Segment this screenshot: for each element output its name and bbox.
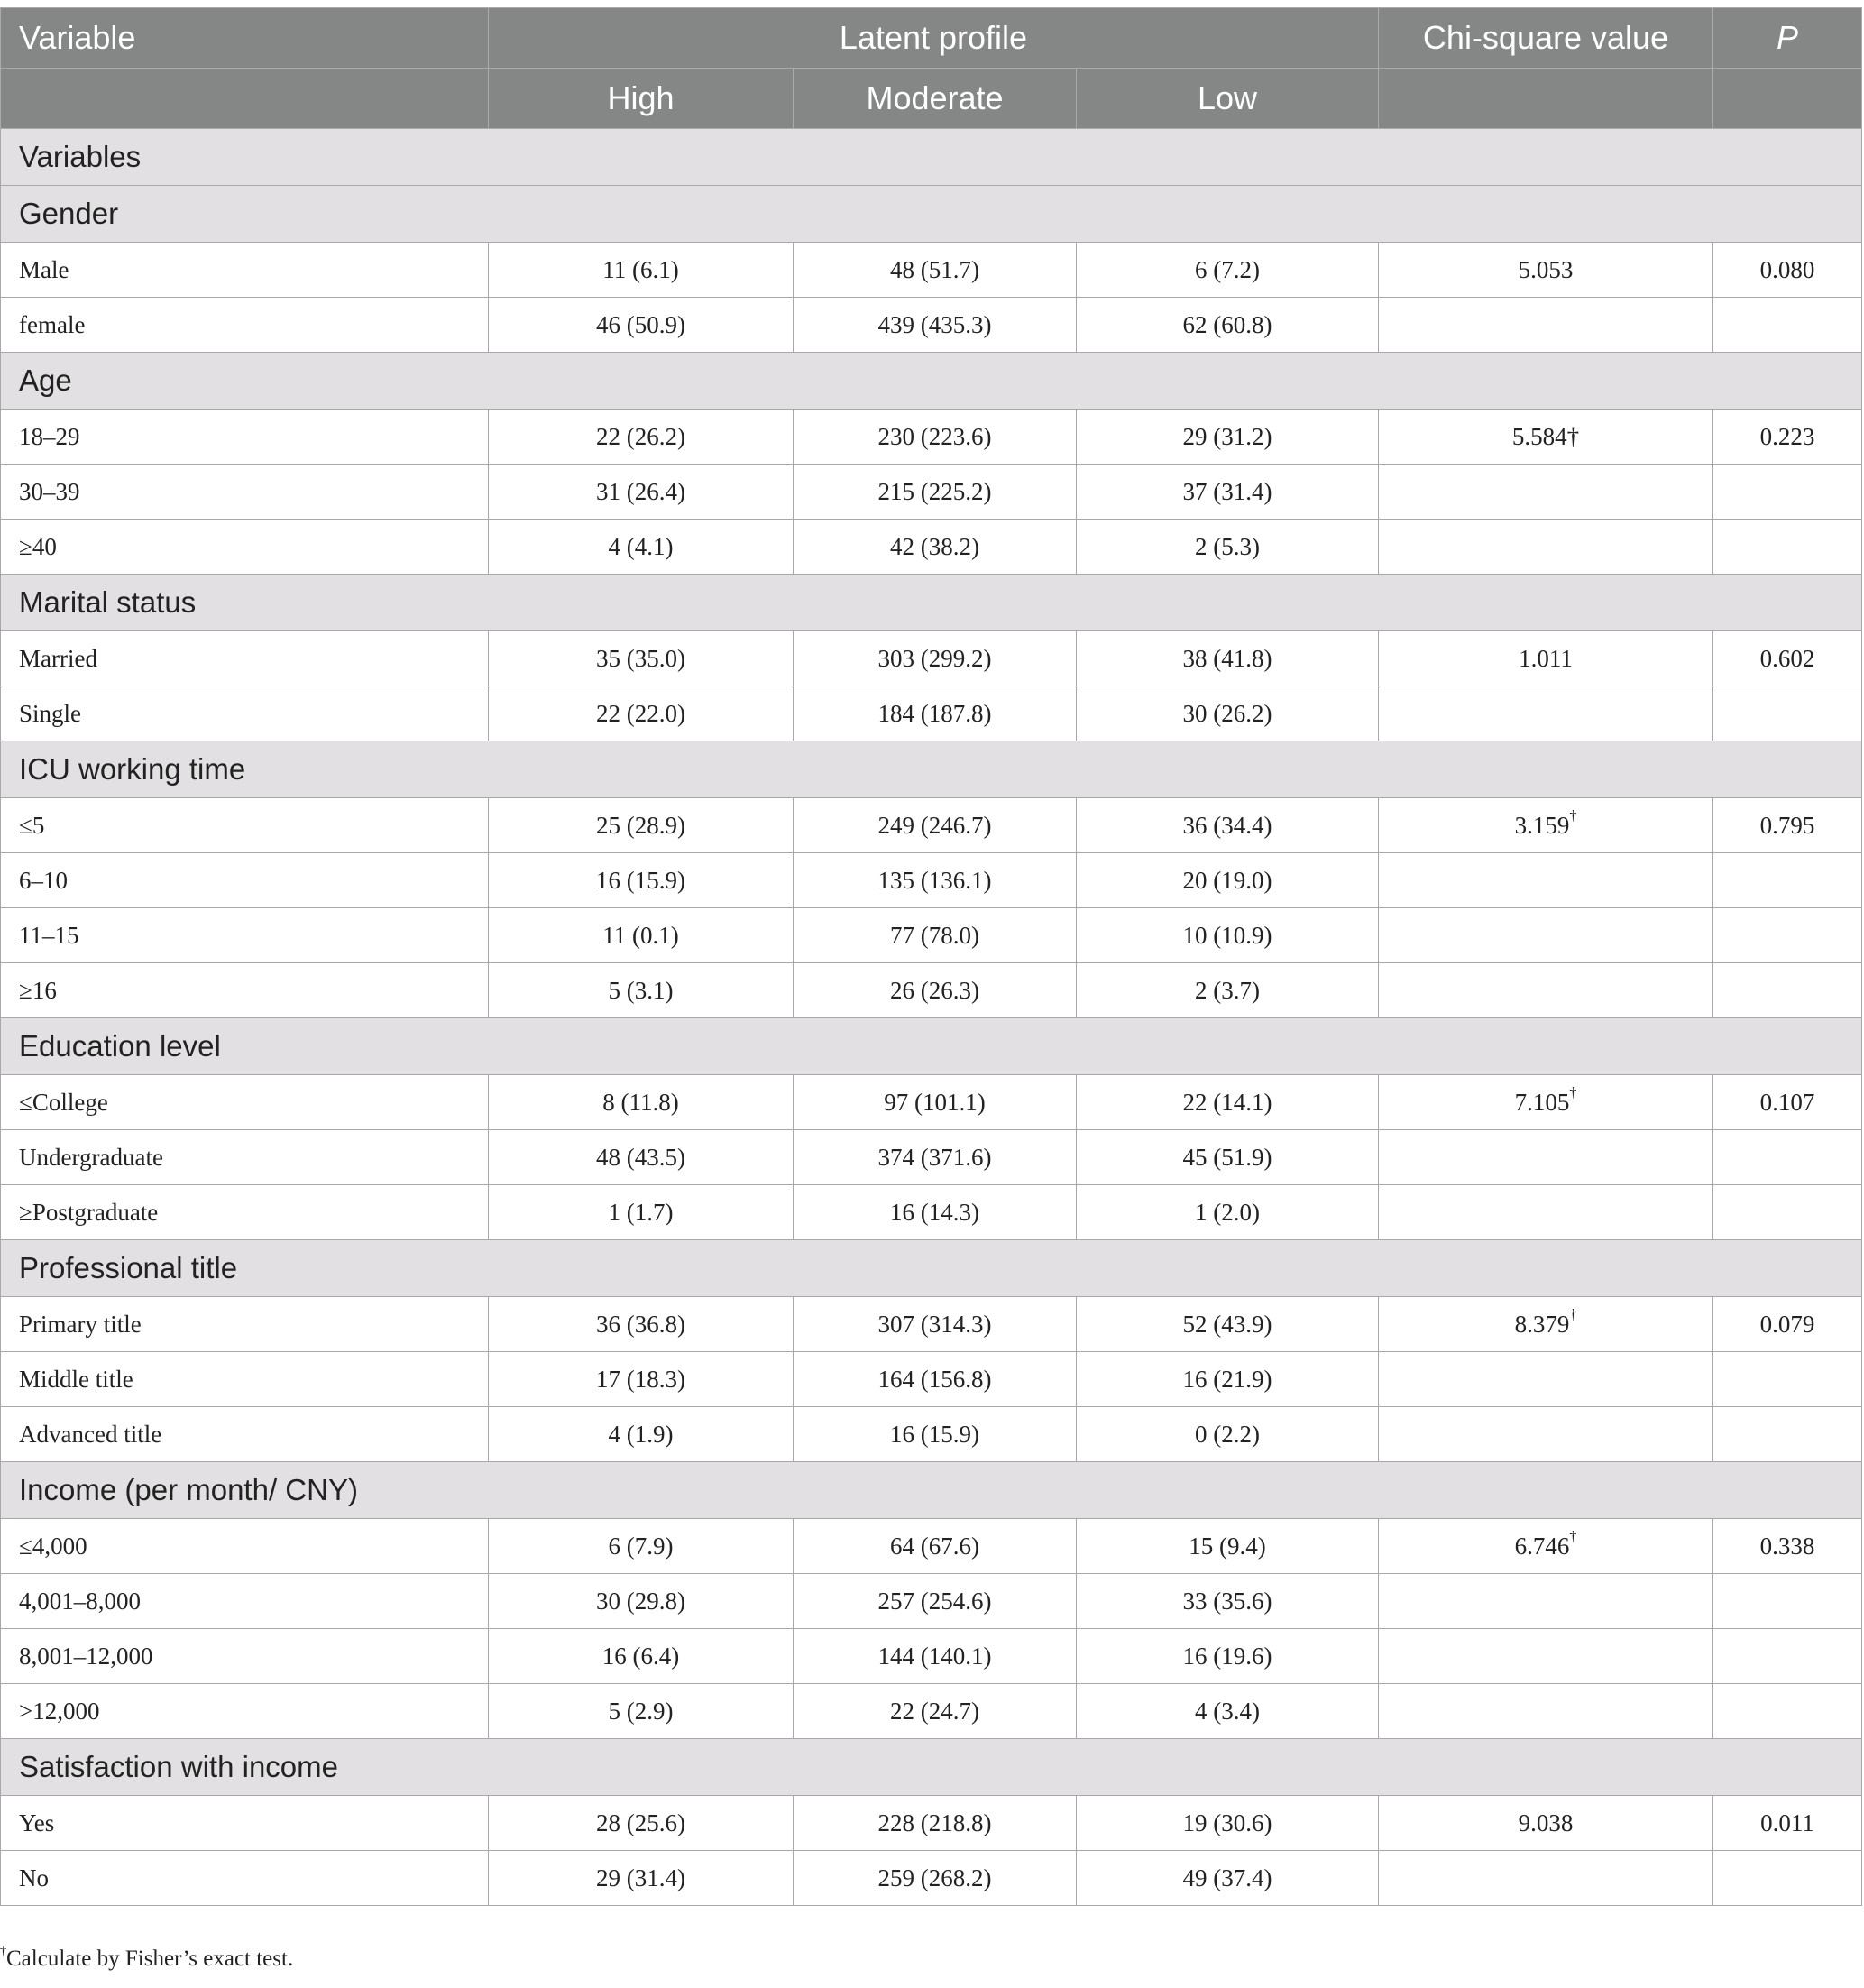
cell-high: 36 (36.8) xyxy=(489,1297,794,1352)
row-label: ≥16 xyxy=(1,963,489,1018)
cell-high: 35 (35.0) xyxy=(489,631,794,686)
cell-p xyxy=(1713,908,1862,963)
section-row xyxy=(1,186,1862,243)
cell-low: 37 (31.4) xyxy=(1077,465,1379,520)
table-row xyxy=(1,853,1862,908)
cell-p xyxy=(1713,1185,1862,1240)
cell-moderate: 26 (26.3) xyxy=(794,963,1077,1018)
table-row xyxy=(1,1075,1862,1130)
row-label: 18–29 xyxy=(1,410,489,465)
table-container xyxy=(0,7,1861,1906)
row-label: ≤College xyxy=(1,1075,489,1130)
cell-low: 45 (51.9) xyxy=(1077,1130,1379,1185)
row-label: Married xyxy=(1,631,489,686)
header-moderate: Moderate xyxy=(794,69,1077,129)
chi-footnote-mark: † xyxy=(1569,807,1577,824)
cell-moderate: 22 (24.7) xyxy=(794,1684,1077,1739)
cell-low: 2 (5.3) xyxy=(1077,520,1379,575)
section-row xyxy=(1,353,1862,410)
footnote-mark: † xyxy=(0,1945,6,1958)
section-title: Gender xyxy=(1,186,1862,243)
cell-chi-square xyxy=(1379,1130,1713,1185)
cell-moderate: 215 (225.2) xyxy=(794,465,1077,520)
cell-moderate: 439 (435.3) xyxy=(794,298,1077,353)
cell-chi-square xyxy=(1379,1352,1713,1407)
cell-high: 11 (0.1) xyxy=(489,908,794,963)
cell-chi-square xyxy=(1379,298,1713,353)
chi-value: 1.011 xyxy=(1519,644,1573,672)
cell-p: 0.338 xyxy=(1713,1519,1862,1574)
cell-p: 0.602 xyxy=(1713,631,1862,686)
table-row xyxy=(1,298,1862,353)
chi-value: 9.038 xyxy=(1518,1809,1574,1836)
cell-high: 22 (26.2) xyxy=(489,410,794,465)
cell-p: 0.223 xyxy=(1713,410,1862,465)
header-row-1 xyxy=(1,8,1862,69)
cell-moderate: 184 (187.8) xyxy=(794,686,1077,741)
cell-low: 1 (2.0) xyxy=(1077,1185,1379,1240)
cell-chi-square xyxy=(1379,1851,1713,1906)
cell-moderate: 249 (246.7) xyxy=(794,798,1077,853)
header-high: High xyxy=(489,69,794,129)
row-label: ≤4,000 xyxy=(1,1519,489,1574)
cell-p: 0.107 xyxy=(1713,1075,1862,1130)
cell-moderate: 230 (223.6) xyxy=(794,410,1077,465)
row-label: 4,001–8,000 xyxy=(1,1574,489,1629)
cell-moderate: 257 (254.6) xyxy=(794,1574,1077,1629)
section-title: Age xyxy=(1,353,1862,410)
cell-p: 0.795 xyxy=(1713,798,1862,853)
cell-moderate: 164 (156.8) xyxy=(794,1352,1077,1407)
section-title: Income (per month/ CNY) xyxy=(1,1462,1862,1519)
cell-p xyxy=(1713,1130,1862,1185)
table-row xyxy=(1,243,1862,298)
row-label: No xyxy=(1,1851,489,1906)
cell-high: 31 (26.4) xyxy=(489,465,794,520)
cell-p: 0.079 xyxy=(1713,1297,1862,1352)
cell-low: 4 (3.4) xyxy=(1077,1684,1379,1739)
row-label: Single xyxy=(1,686,489,741)
cell-chi-square xyxy=(1379,908,1713,963)
cell-low: 16 (19.6) xyxy=(1077,1629,1379,1684)
table-row xyxy=(1,631,1862,686)
footnote-text: Calculate by Fisher’s exact test. xyxy=(6,1947,294,1971)
table-row xyxy=(1,465,1862,520)
chi-footnote-mark: † xyxy=(1569,1528,1577,1544)
cell-low: 15 (9.4) xyxy=(1077,1519,1379,1574)
table-row xyxy=(1,1297,1862,1352)
chi-value: 3.159 xyxy=(1514,811,1570,839)
header-p: P xyxy=(1713,8,1862,69)
row-label: ≥40 xyxy=(1,520,489,575)
cell-high: 17 (18.3) xyxy=(489,1352,794,1407)
chi-footnote-mark: † xyxy=(1569,1084,1577,1100)
cell-moderate: 42 (38.2) xyxy=(794,520,1077,575)
cell-low: 30 (26.2) xyxy=(1077,686,1379,741)
cell-high: 5 (3.1) xyxy=(489,963,794,1018)
cell-high: 25 (28.9) xyxy=(489,798,794,853)
row-label: 30–39 xyxy=(1,465,489,520)
cell-chi-square xyxy=(1379,1629,1713,1684)
cell-low: 6 (7.2) xyxy=(1077,243,1379,298)
cell-chi-square xyxy=(1379,1519,1713,1574)
cell-chi-square xyxy=(1379,1075,1713,1130)
cell-high: 1 (1.7) xyxy=(489,1185,794,1240)
cell-low: 22 (14.1) xyxy=(1077,1075,1379,1130)
cell-high: 30 (29.8) xyxy=(489,1574,794,1629)
footnote xyxy=(0,1947,293,1972)
section-title: Variables xyxy=(1,129,1862,186)
row-label: Yes xyxy=(1,1796,489,1851)
cell-p xyxy=(1713,520,1862,575)
section-row xyxy=(1,741,1862,798)
table-row xyxy=(1,1574,1862,1629)
table-row xyxy=(1,1684,1862,1739)
cell-chi-square xyxy=(1379,1684,1713,1739)
cell-chi-square xyxy=(1379,1574,1713,1629)
cell-high: 5 (2.9) xyxy=(489,1684,794,1739)
cell-p: 0.080 xyxy=(1713,243,1862,298)
row-label: Primary title xyxy=(1,1297,489,1352)
table-row xyxy=(1,1130,1862,1185)
table-row xyxy=(1,908,1862,963)
cell-low: 52 (43.9) xyxy=(1077,1297,1379,1352)
header-empty-2 xyxy=(1379,69,1713,129)
table-body xyxy=(1,129,1862,1906)
cell-moderate: 77 (78.0) xyxy=(794,908,1077,963)
table-row xyxy=(1,520,1862,575)
row-label: female xyxy=(1,298,489,353)
cell-low: 33 (35.6) xyxy=(1077,1574,1379,1629)
row-label: Male xyxy=(1,243,489,298)
section-title: Marital status xyxy=(1,575,1862,631)
section-title: ICU working time xyxy=(1,741,1862,798)
cell-low: 10 (10.9) xyxy=(1077,908,1379,963)
header-row-2 xyxy=(1,69,1862,129)
cell-p xyxy=(1713,1574,1862,1629)
table-row xyxy=(1,1185,1862,1240)
cell-chi-square xyxy=(1379,465,1713,520)
cell-high: 8 (11.8) xyxy=(489,1075,794,1130)
table-row xyxy=(1,963,1862,1018)
cell-high: 48 (43.5) xyxy=(489,1130,794,1185)
results-table xyxy=(0,7,1862,1906)
chi-footnote-mark: † xyxy=(1569,1306,1577,1322)
cell-high: 29 (31.4) xyxy=(489,1851,794,1906)
row-label: 8,001–12,000 xyxy=(1,1629,489,1684)
cell-chi-square xyxy=(1379,243,1713,298)
cell-high: 46 (50.9) xyxy=(489,298,794,353)
section-row xyxy=(1,1018,1862,1075)
section-title: Professional title xyxy=(1,1240,1862,1297)
cell-low: 62 (60.8) xyxy=(1077,298,1379,353)
cell-low: 36 (34.4) xyxy=(1077,798,1379,853)
cell-p xyxy=(1713,465,1862,520)
cell-high: 4 (4.1) xyxy=(489,520,794,575)
cell-low: 2 (3.7) xyxy=(1077,963,1379,1018)
cell-low: 38 (41.8) xyxy=(1077,631,1379,686)
table-row xyxy=(1,686,1862,741)
cell-moderate: 16 (15.9) xyxy=(794,1407,1077,1462)
cell-high: 16 (6.4) xyxy=(489,1629,794,1684)
cell-chi-square xyxy=(1379,798,1713,853)
cell-chi-square xyxy=(1379,963,1713,1018)
row-label: ≥Postgraduate xyxy=(1,1185,489,1240)
chi-value: 5.584† xyxy=(1511,422,1580,450)
cell-low: 29 (31.2) xyxy=(1077,410,1379,465)
row-label: Middle title xyxy=(1,1352,489,1407)
table-row xyxy=(1,1796,1862,1851)
cell-low: 16 (21.9) xyxy=(1077,1352,1379,1407)
table-row xyxy=(1,798,1862,853)
table-row xyxy=(1,1352,1862,1407)
cell-moderate: 259 (268.2) xyxy=(794,1851,1077,1906)
cell-chi-square xyxy=(1379,1407,1713,1462)
header-latent-profile: Latent profile xyxy=(489,8,1379,69)
cell-high: 11 (6.1) xyxy=(489,243,794,298)
cell-chi-square xyxy=(1379,520,1713,575)
header-chi-square: Chi-square value xyxy=(1379,8,1713,69)
chi-value: 6.746 xyxy=(1514,1532,1570,1560)
table-row xyxy=(1,410,1862,465)
cell-p xyxy=(1713,1407,1862,1462)
cell-low: 20 (19.0) xyxy=(1077,853,1379,908)
cell-low: 0 (2.2) xyxy=(1077,1407,1379,1462)
cell-low: 49 (37.4) xyxy=(1077,1851,1379,1906)
cell-chi-square xyxy=(1379,631,1713,686)
cell-moderate: 307 (314.3) xyxy=(794,1297,1077,1352)
cell-high: 6 (7.9) xyxy=(489,1519,794,1574)
chi-value: 8.379 xyxy=(1514,1310,1570,1338)
cell-high: 28 (25.6) xyxy=(489,1796,794,1851)
cell-chi-square xyxy=(1379,1796,1713,1851)
cell-moderate: 16 (14.3) xyxy=(794,1185,1077,1240)
cell-chi-square xyxy=(1379,410,1713,465)
cell-chi-square xyxy=(1379,686,1713,741)
header-low: Low xyxy=(1077,69,1379,129)
header-empty-3 xyxy=(1713,69,1862,129)
row-label: ≤5 xyxy=(1,798,489,853)
cell-p xyxy=(1713,1352,1862,1407)
table-row xyxy=(1,1629,1862,1684)
cell-moderate: 135 (136.1) xyxy=(794,853,1077,908)
cell-high: 4 (1.9) xyxy=(489,1407,794,1462)
table-row xyxy=(1,1851,1862,1906)
cell-moderate: 303 (299.2) xyxy=(794,631,1077,686)
cell-moderate: 64 (67.6) xyxy=(794,1519,1077,1574)
cell-p xyxy=(1713,1629,1862,1684)
section-title: Education level xyxy=(1,1018,1862,1075)
row-label: 6–10 xyxy=(1,853,489,908)
section-row xyxy=(1,1240,1862,1297)
section-row xyxy=(1,1739,1862,1796)
row-label: 11–15 xyxy=(1,908,489,963)
cell-p xyxy=(1713,686,1862,741)
cell-low: 19 (30.6) xyxy=(1077,1796,1379,1851)
section-row xyxy=(1,129,1862,186)
chi-value: 5.053 xyxy=(1518,255,1574,283)
cell-p xyxy=(1713,1851,1862,1906)
header-variable: Variable xyxy=(1,8,489,69)
cell-moderate: 48 (51.7) xyxy=(794,243,1077,298)
cell-moderate: 228 (218.8) xyxy=(794,1796,1077,1851)
cell-high: 16 (15.9) xyxy=(489,853,794,908)
cell-chi-square xyxy=(1379,1185,1713,1240)
cell-p xyxy=(1713,298,1862,353)
table-row xyxy=(1,1519,1862,1574)
table-row xyxy=(1,1407,1862,1462)
cell-moderate: 97 (101.1) xyxy=(794,1075,1077,1130)
chi-value: 7.105 xyxy=(1514,1088,1570,1116)
cell-moderate: 374 (371.6) xyxy=(794,1130,1077,1185)
cell-chi-square xyxy=(1379,853,1713,908)
cell-p xyxy=(1713,853,1862,908)
cell-high: 22 (22.0) xyxy=(489,686,794,741)
cell-p: 0.011 xyxy=(1713,1796,1862,1851)
cell-chi-square xyxy=(1379,1297,1713,1352)
section-title: Satisfaction with income xyxy=(1,1739,1862,1796)
cell-p xyxy=(1713,1684,1862,1739)
cell-p xyxy=(1713,963,1862,1018)
section-row xyxy=(1,575,1862,631)
row-label: >12,000 xyxy=(1,1684,489,1739)
header-empty-1 xyxy=(1,69,489,129)
row-label: Advanced title xyxy=(1,1407,489,1462)
row-label: Undergraduate xyxy=(1,1130,489,1185)
section-row xyxy=(1,1462,1862,1519)
cell-moderate: 144 (140.1) xyxy=(794,1629,1077,1684)
